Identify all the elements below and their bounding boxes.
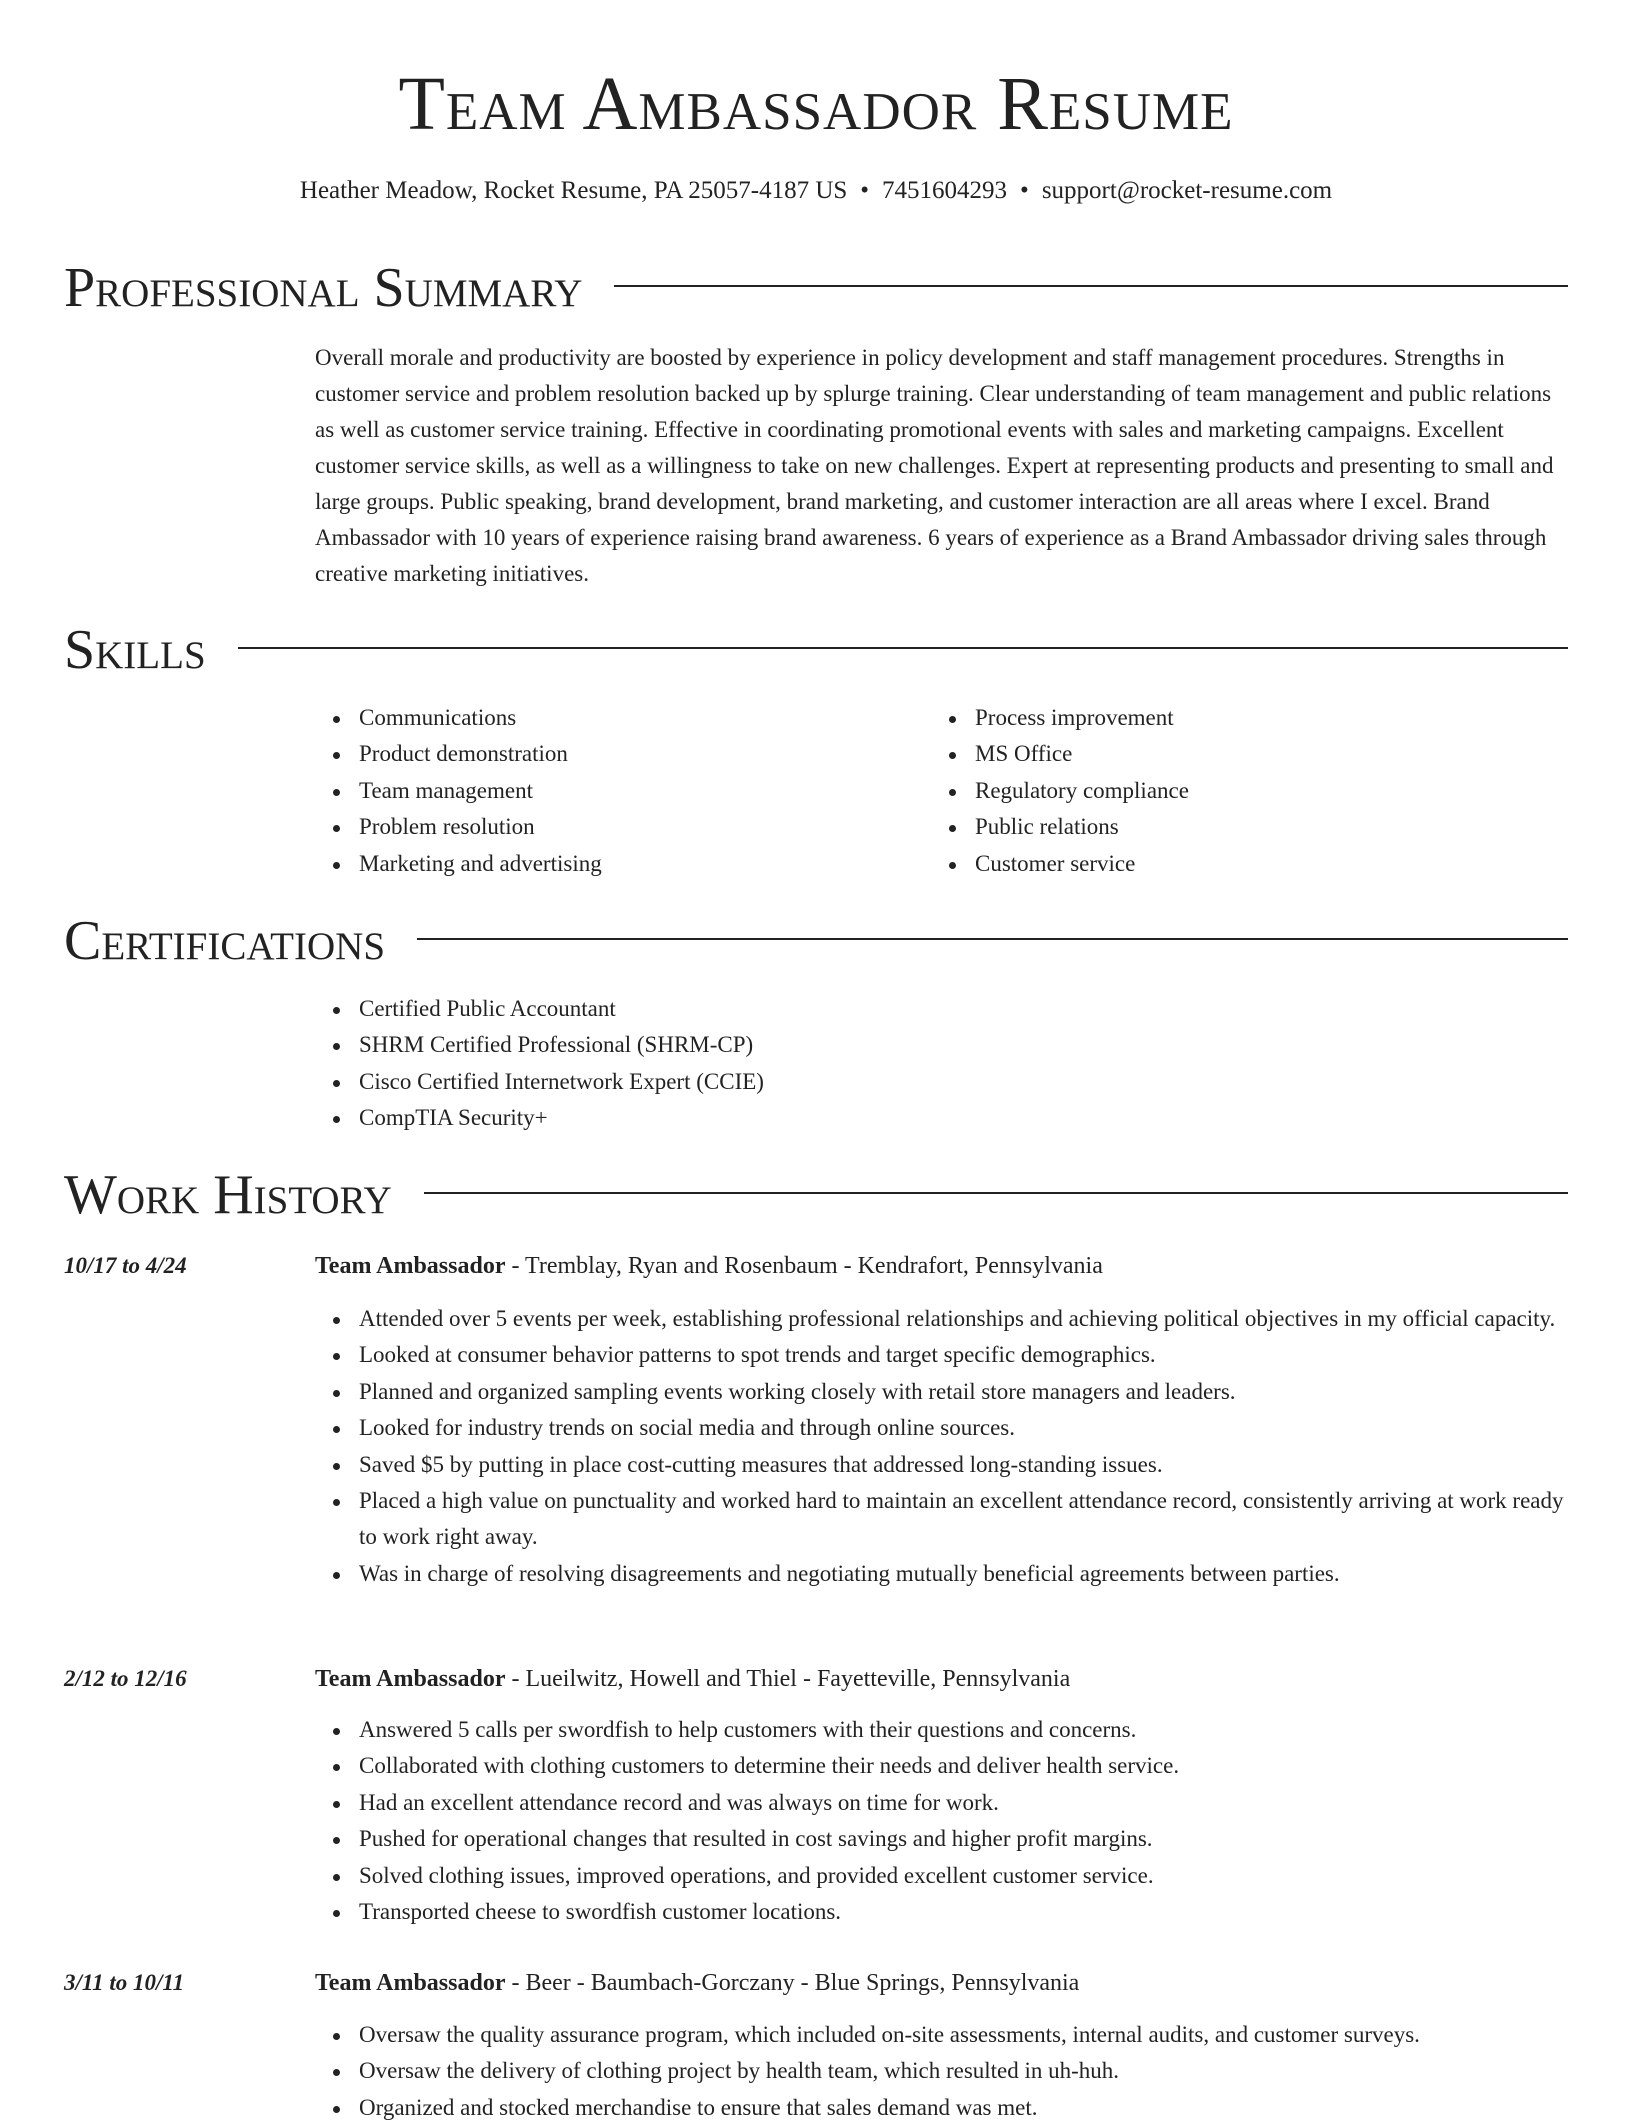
job-employer: - Lueilwitz, Howell and Thiel - Fayetteville, Pennsylvania	[505, 1666, 1071, 1692]
job-employer: - Tremblay, Ryan and Rosenbaum - Kendrafort, Pennsylvania	[505, 1253, 1103, 1279]
job-bullets	[315, 2017, 1568, 2126]
job-bullet: Pushed for operational changes that resulted in cost savings and higher profit margins.	[359, 1821, 1568, 1857]
job-bullet: Solved clothing issues, improved operations, and provided excellent customer service.	[359, 1858, 1568, 1894]
job-bullet: Planned and organized sampling events working closely with retail store managers and leaders.	[359, 1374, 1568, 1410]
contact-separator: •	[1020, 177, 1029, 204]
certification-item: Certified Public Accountant	[359, 991, 764, 1027]
job-bullet: Oversaw the delivery of clothing project by health team, which resulted in uh-huh.	[359, 2053, 1568, 2089]
skill-item: Process improvement	[975, 700, 1189, 736]
skill-item: Communications	[359, 700, 602, 736]
contact-separator: •	[860, 177, 870, 204]
skill-item: Product demonstration	[359, 736, 602, 772]
certifications-list	[315, 991, 764, 1137]
skill-item: Regulatory compliance	[975, 773, 1189, 809]
summary-heading: Professional Summary	[64, 257, 583, 319]
section-divider	[417, 938, 1568, 940]
certification-item: Cisco Certified Internetwork Expert (CCIE)	[359, 1064, 764, 1100]
certification-item: CompTIA Security+	[359, 1100, 764, 1136]
job-bullets	[315, 1301, 1568, 1592]
job-bullet: Was in charge of resolving disagreements and negotiating mutually beneficial agreements between parties.	[359, 1556, 1568, 1592]
section-divider	[238, 647, 1568, 649]
skill-item: Problem resolution	[359, 809, 602, 845]
job-dates: 2/12 to 12/16	[64, 1666, 187, 1691]
summary-section-header	[64, 253, 1568, 323]
contact-line	[0, 173, 1632, 209]
job-bullet: Organized and stocked merchandise to ensure that sales demand was met.	[359, 2090, 1568, 2126]
skills-section-header	[64, 615, 1568, 685]
job-header	[315, 1661, 1070, 1697]
skills-heading: Skills	[64, 619, 206, 681]
skill-item: Public relations	[975, 809, 1189, 845]
contact-email[interactable]: support@rocket-resume.com	[1041, 177, 1333, 204]
job-bullet: Collaborated with clothing customers to determine their needs and deliver health service.	[359, 1748, 1568, 1784]
job-bullet: Saved $5 by putting in place cost-cutting measures that addressed long-standing issues.	[359, 1447, 1568, 1483]
job-employer: - Beer - Baumbach-Gorczany - Blue Springs, Pennsylvania	[505, 1970, 1080, 1996]
job-title: Team Ambassador	[315, 1253, 506, 1279]
job-bullet: Looked for industry trends on social media and through online sources.	[359, 1410, 1568, 1446]
certifications-heading: Certifications	[64, 910, 386, 972]
job-bullets	[315, 1712, 1568, 1930]
resume-title: Team Ambassador Resume	[398, 62, 1234, 146]
job-bullet: Answered 5 calls per swordfish to help customers with their questions and concerns.	[359, 1712, 1568, 1748]
job-bullet: Attended over 5 events per week, establishing professional relationships and achieving political objectives in my official capacity.	[359, 1301, 1568, 1337]
job-bullet: Placed a high value on punctuality and worked hard to maintain an excellent attendance record, consistently arriving at work ready to work right away.	[359, 1483, 1568, 1556]
job-header	[315, 1965, 1079, 2001]
contact-phone[interactable]: 7451604293	[882, 177, 1008, 204]
job-header	[315, 1248, 1103, 1284]
job-title: Team Ambassador	[315, 1970, 506, 1996]
skill-item: Marketing and advertising	[359, 846, 602, 882]
contact-address: Heather Meadow, Rocket Resume, PA 25057-4187 US	[299, 177, 848, 204]
job-title: Team Ambassador	[315, 1666, 506, 1692]
job-dates: 10/17 to 4/24	[64, 1253, 187, 1278]
certification-item: SHRM Certified Professional (SHRM-CP)	[359, 1027, 764, 1063]
section-divider	[614, 285, 1568, 287]
work-history-heading: Work History	[64, 1164, 392, 1226]
job-bullet: Oversaw the quality assurance program, which included on-site assessments, internal audits, and customer surveys.	[359, 2017, 1568, 2053]
skill-item: Customer service	[975, 846, 1189, 882]
job-dates: 3/11 to 10/11	[64, 1970, 185, 1995]
job-bullet: Transported cheese to swordfish customer locations.	[359, 1894, 1568, 1930]
skill-item: Team management	[359, 773, 602, 809]
job-bullet: Had an excellent attendance record and was always on time for work.	[359, 1785, 1568, 1821]
section-divider	[424, 1192, 1568, 1194]
summary-text: Overall morale and productivity are boosted by experience in policy development and staff management procedures. Strengths in customer service and problem resolution backed up by splurge training. Clear understanding of team management and public relations as well as customer service training. Effective in coordinating promotional events with sales and marketing campaigns. Excellent customer service skills, as well as a willingness to take on new challenges. Expert at representing products and presenting to small and large groups. Public speaking, brand development, brand marketing, and customer interaction are all areas where I excel. Brand Ambassador with 10 years of experience raising brand awareness. 6 years of experience as a Brand Ambassador driving sales through creative marketing initiatives.	[315, 345, 1554, 586]
skills-column-left	[315, 700, 602, 882]
work-history-section-header	[64, 1160, 1568, 1230]
certifications-section-header	[64, 906, 1568, 976]
job-bullet: Looked at consumer behavior patterns to spot trends and target specific demographics.	[359, 1337, 1568, 1373]
skill-item: MS Office	[975, 736, 1189, 772]
skills-column-right	[931, 700, 1189, 882]
